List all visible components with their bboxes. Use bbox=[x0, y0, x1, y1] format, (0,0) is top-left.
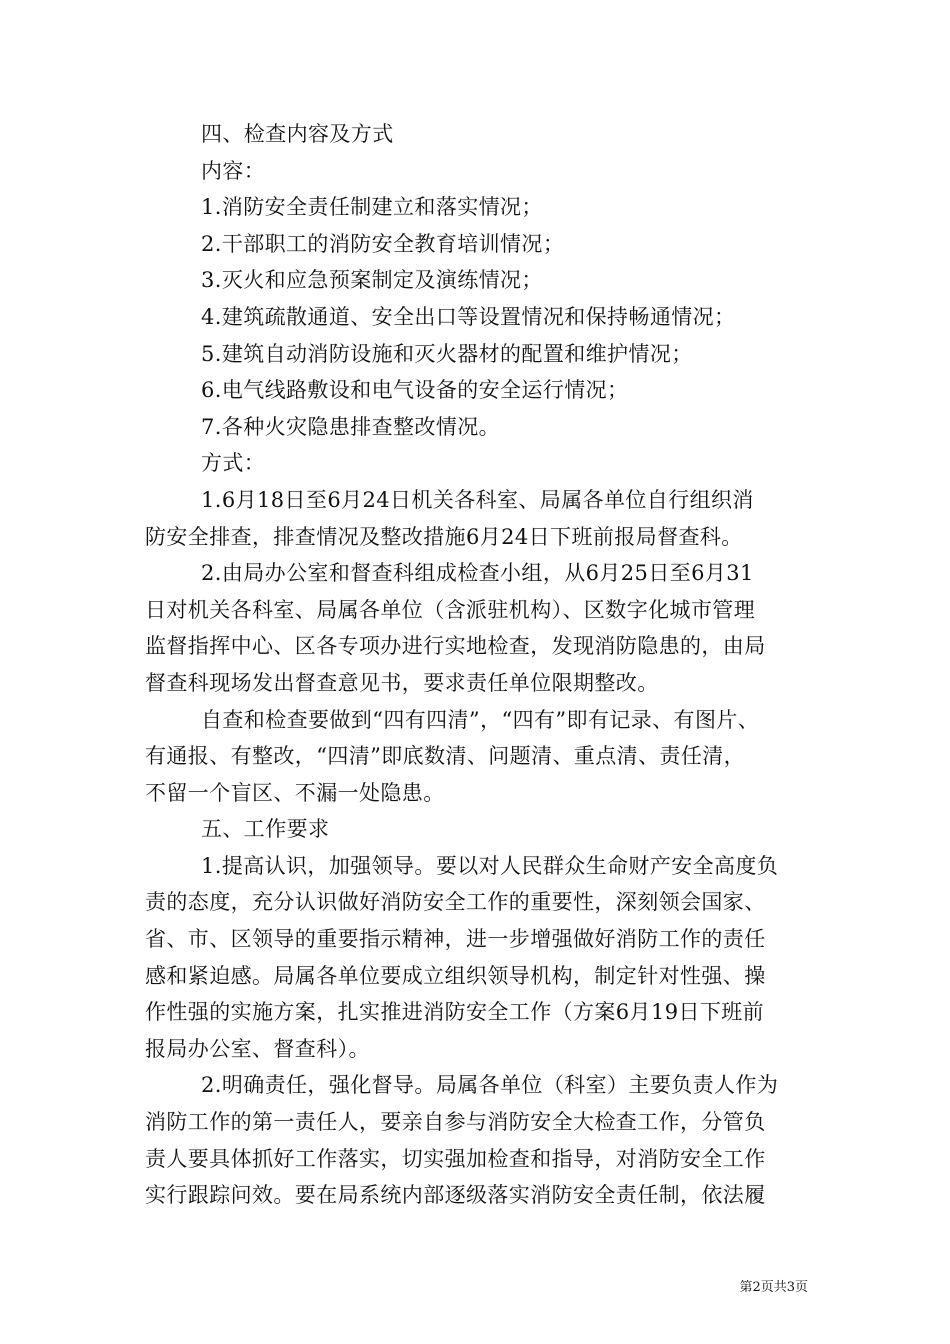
text-line: 不留一个盲区、不漏一处隐患。 bbox=[145, 780, 445, 805]
text-line: 四、检查内容及方式 bbox=[201, 122, 394, 146]
text-line: 7.各种火灾隐患排查整改情况。 bbox=[201, 414, 501, 439]
text-line: 消防工作的第一责任人，要亲自参与消防安全大检查工作，分管负 bbox=[145, 1110, 766, 1135]
text-line: 2.干部职工的消防安全教育培训情况； bbox=[201, 231, 565, 256]
text-line: 督查科现场发出督查意见书，要求责任单位限期整改。 bbox=[145, 670, 659, 695]
text-line: 4.建筑疏散通道、安全出口等设置情况和保持畅通情况； bbox=[201, 304, 736, 329]
text-line: 省、市、区领导的重要指示精神，进一步增强做好消防工作的责任 bbox=[145, 927, 766, 952]
text-line: 自查和检查要做到“四有四清”，“四有”即有记录、有图片、 bbox=[201, 707, 760, 732]
document-body bbox=[145, 116, 807, 1214]
text-line: 五、工作要求 bbox=[201, 817, 330, 842]
text-line: 1.提高认识，加强领导。要以对人民群众生命财产安全高度负 bbox=[201, 853, 779, 878]
text-line: 监督指挥中心、区各专项办进行实地检查，发现消防隐患的，由局 bbox=[145, 634, 766, 659]
text-line: 感和紧迫感。局属各单位要成立组织领导机构，制定针对性强、操 bbox=[145, 963, 766, 988]
text-line: 1.消防安全责任制建立和落实情况； bbox=[201, 195, 543, 220]
text-line: 防安全排查，排查情况及整改措施6月24日下班前报局督查科。 bbox=[145, 524, 743, 549]
text-line: 作性强的实施方案，扎实推进消防安全工作（方案6月19日下班前 bbox=[145, 1000, 765, 1025]
text-line: 5.建筑自动消防设施和灭火器材的配置和维护情况； bbox=[201, 341, 693, 366]
text-line: 内容： bbox=[201, 158, 266, 183]
page-number: 第2页共3页 bbox=[739, 1280, 808, 1295]
text-line: 方式： bbox=[201, 451, 266, 476]
text-line: 责的态度，充分认识做好消防安全工作的重要性，深刻领会国家、 bbox=[145, 890, 766, 915]
text-line: 责人要具体抓好工作落实，切实强加检查和指导，对消防安全工作 bbox=[145, 1146, 766, 1171]
text-line: 报局办公室、督查科）。 bbox=[145, 1036, 370, 1061]
text-line: 2.明确责任，强化督导。局属各单位（科室）主要负责人作为 bbox=[201, 1073, 779, 1098]
text-line: 6.电气线路敷设和电气设备的安全运行情况； bbox=[201, 378, 629, 403]
text-line: 实行跟踪问效。要在局系统内部逐级落实消防安全责任制，依法履 bbox=[145, 1183, 766, 1208]
text-line: 有通报、有整改，“四清”即底数清、问题清、重点清、责任清， bbox=[145, 744, 746, 769]
text-line: 1.6月18日至6月24日机关各科室、局属各单位自行组织消 bbox=[201, 487, 754, 512]
text-line: 2.由局办公室和督查科组成检查小组，从6月25日至6月31 bbox=[201, 561, 754, 586]
text-line: 3.灭火和应急预案制定及演练情况； bbox=[201, 268, 543, 293]
text-line: 日对机关各科室、局属各单位（含派驻机构）、区数字化城市管理 bbox=[145, 597, 756, 622]
